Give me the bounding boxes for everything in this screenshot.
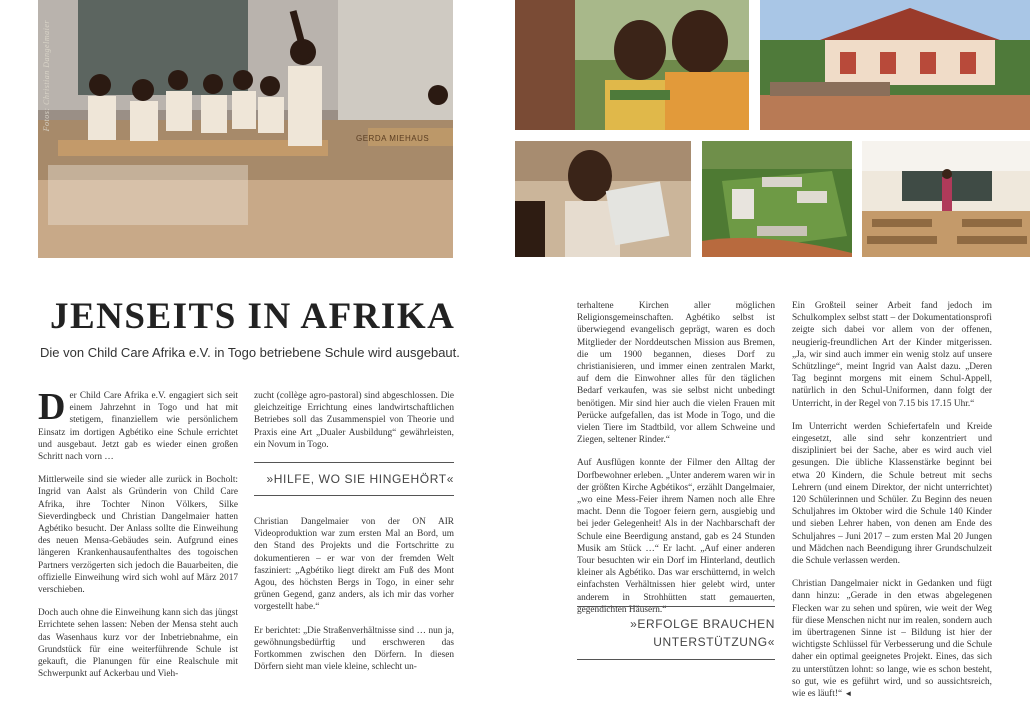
article-subtitle: Die von Child Care Afrika e.V. in Togo betriebene Schule wird ausgebaut. — [40, 345, 460, 360]
closing-paragraph: Christian Dangelmaier nickt in Gedanken und fügt dann hinzu: „Gerade in den etwas abgelegenen Flecken war zu sehen und spüren, wie weit der Weg für diese Menschen nicht nur im realen, sondern auch im übertragenen Sinne ist – Bildung ist hier der wichtigste Schlüssel für Verbesserung und die Schule daher ein optimal geeignetes Projekt. Eines, das sich zu unterstützen lohnt: so lange, wie es schon besteht, so gut, wie es geführt wird, und so aussichtsreich, wie es läuft!“ — [792, 579, 992, 700]
paragraph: Mittlerweile sind sie wieder alle zurück in Bocholt: Ingrid van Aalst als Gründerin von Child Care Afrika, ihre Tochter Ninon Völkers, Silke Sieverdingbeck und Christian Dangelmaier hatten Agbétiko besucht. Der Anlass sollte die Einweihung des neuen Mensa-Gebäudes sein. Aufgrund eines längeren Krankenhausaufenthaltes des togoischen Partners verzögerten sich jedoch die Bauarbeiten, die offizielle Einweihung wird sich wohl auf März 2017 verschieben. — [38, 475, 238, 596]
paragraph: Im Unterricht werden Schiefertafeln und Kreide eingesetzt, alle sind sehr konzentriert und diszipliniert bei der Sache, aber es wird auch viel gesungen. Die übliche Klassenstärke beginnt bei etwa 20 Kindern, die Schule betreut mit sechs Lehrern (und einem Direktor, der nicht unterrichtet) 120 Schülerinnen und Schüler. Zu Beginn des neuen Schuljahres im Oktober wird die Schule 140 Kinder und sieben Lehrer haben, von denen am Ende des Schuljahres – Juni 2017 – zum ersten Mal 20 Jungen und Mädchen nach Beendigung ihrer Grundschulzeit die Schule verlassen werden. — [792, 421, 992, 567]
end-mark-icon: ◄ — [844, 689, 853, 699]
classroom-hand-raised-photo — [38, 0, 453, 258]
boy-with-slate-photo — [515, 141, 691, 257]
pull-quote-2 — [577, 606, 775, 660]
paragraph: Christian Dangelmaier von der ON AIR Videoproduktion war zum ersten Mal an Bord, um den Stand des Projekts und die Fortschritte zu dokumentieren – er war von der fremden Welt fasziniert: „Agbétiko liegt direkt am Fuß des Mont Agou, des höchsten Bergs in Togo, in einer sehr grünen Gegend, ganz anders, als ich mir das vorher vorgestellt habe.“ — [254, 517, 454, 613]
photo-credit: Fotos: Christian Dangelmaier — [42, 20, 51, 132]
school-building-photo — [760, 0, 1030, 130]
paragraph: Doch auch ohne die Einweihung kann sich das jüngst Errichtete sehen lassen: Neben der Mensa steht auch das Wasenhaus kurz vor der Inbetriebnahme, ein Grundstück für eine weiterführende Schule ist gekauft, die Planungen für eine Realschule mit Schwerpunkt auf Ackerbau und Vieh- — [38, 608, 238, 680]
paragraph: Auf Ausflügen konnte der Filmer den Alltag der Dorfbewohner erleben. „Unter anderem waren wir in der größten Kirche Agbétikos“, erzählt Dangelmaier, „wo eine Mess-Feier ihrem Namen noch alle Ehre macht. Denn die Togoer feiern gern, ausgiebig und bei jeder Gelegenheit! Als in der Nachbarschaft der Schule eine Beerdigung anstand, gab es 24 Stunden Musik am Stück …“ Er lacht. „Auf einer anderen Tour besuchten wir ein Dorf im Hinterland, deutlich kleiner als Agbétiko. Das war erschütternd, in welch einfachsten Verhältnissen hier gelebt wird, unter anderem in Strohhütten statt gemauerten, gegendichten Häusern.“ — [577, 458, 775, 615]
pull-quote-line-1: »ERFOLGE BRAUCHEN — [630, 617, 775, 631]
classroom-teacher-photo — [862, 141, 1030, 257]
aerial-school-photo — [702, 141, 852, 257]
article-column-1 — [38, 386, 238, 691]
article-column-4 — [792, 300, 992, 711]
article-title: JENSEITS IN AFRIKA — [50, 296, 456, 337]
intro-paragraph: er Child Care Afrika e.V. engagiert sich seit einem Jahrzehnt in Togo und hat mit stetigem, finanziellem wie persönlichem Einsatz im dortigen Agbétiko eine Schule errichtet und ausgebaut. Jetzt gab es wieder einen großen Schritt nach vorn … — [38, 391, 238, 463]
pull-quote-text: »HILFE, WO SIE HINGEHÖRT« — [266, 472, 454, 486]
pull-quote-1 — [254, 462, 454, 496]
paragraph: Ein Großteil seiner Arbeit fand jedoch im Schulkomplex selbst statt – der Dokumentationsprofi zeigte sich dabei vor allem von der offenen, neugierig-freundlichen Art der Kinder mitgerissen. „Ja, wir sind auch immer ein wenig stolz auf unsere Schützlinge“, meint Ingrid van Aalst dazu. „Deren Tag beginnt morgens mit einem Schul-Appell, natürlich in den Schul-Uniformen, dann folgt der Unterricht, in der Regel von 7.15 bis 17.15 Uhr.“ — [792, 301, 992, 409]
drop-cap: D — [38, 386, 66, 428]
article-column-2-cont — [254, 516, 454, 684]
article-column-2 — [254, 390, 454, 462]
pull-quote-line-2: UNTERSTÜTZUNG« — [653, 635, 775, 649]
article-column-3 — [577, 300, 775, 627]
paragraph: terhaltene Kirchen aller möglichen Religionsgemeinschaften. Agbétiko selbst ist überwiegend evangelisch geprägt, waren es doch Mitglieder der Norddeutschen Mission aus Bremen, die um 1900 begannen, dieses Dorf zu christianisieren, und immer einen zentralen Markt, auf dem die Einwohner alles für den täglichen Bedarf verkaufen, was sie selbst nicht unbedingt benötigen. Mir sind hier auch die vielen Frauen mit Perücke aufgefallen, das ist Mode in Togo, und die vielen Tiere im Stadtbild, vor allem Schweine und Ziegen, seltener Rinder.“ — [577, 301, 775, 446]
paragraph: Er berichtet: „Die Straßenverhältnisse sind … nun ja, gewöhnungsbedürftig und erschweren das Fortkommen zwischen den Dörfern. In diesen Dörfern sieht man viele kleine, schlecht un- — [254, 625, 454, 673]
paragraph: zucht (collège agro-pastoral) sind abgeschlossen. Die gleichzeitige Errichtung eines landwirtschaftlichen Betriebes soll das Zusammenspiel von Theorie und Praxis eine Art „Dualer Ausbildung“ gewährleisten, ein Novum in Togo. — [254, 391, 454, 450]
desk-sign-label: GERDA MIEHAUS — [356, 134, 430, 143]
two-boys-photo — [515, 0, 749, 130]
